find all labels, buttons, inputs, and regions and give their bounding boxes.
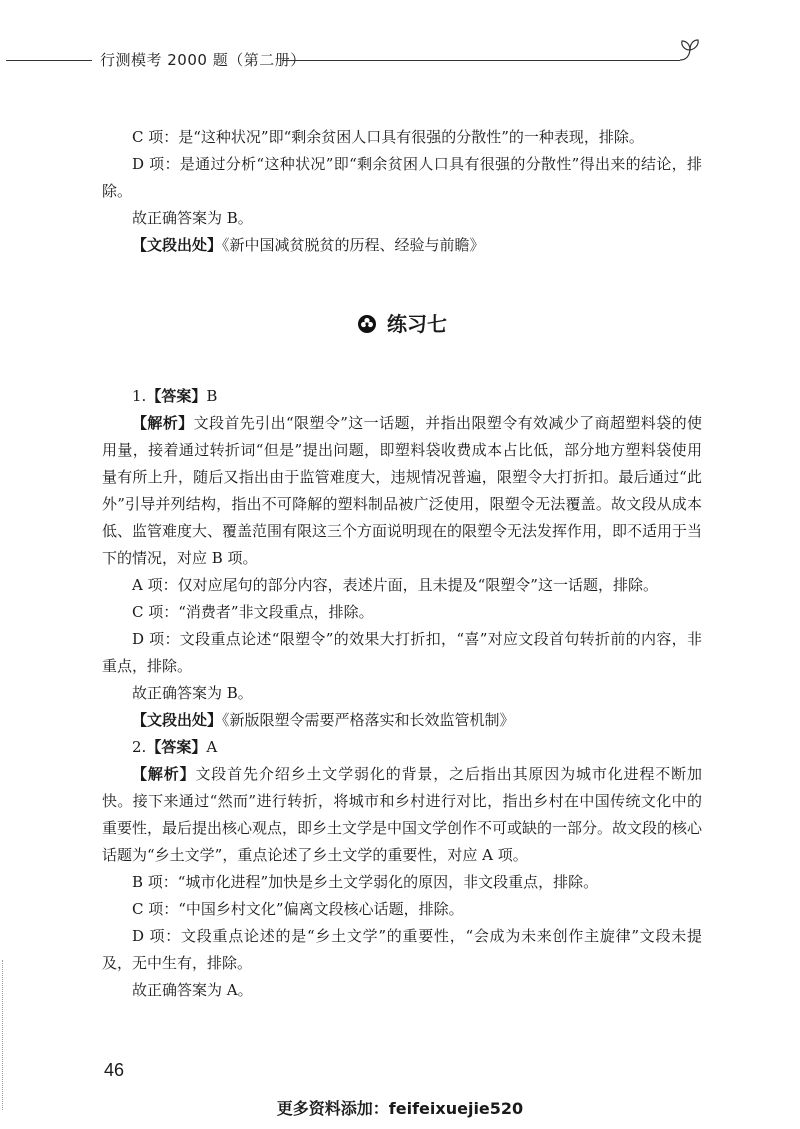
option-d-explanation: D 项：是通过分析“这种状况”即“剩余贫困人口具有很强的分散性”得出来的结论，排除。 (102, 155, 702, 200)
book-title: 行测模考 2000 题（第二册） (100, 51, 306, 69)
correct-answer-line: 故正确答案为 B。 (132, 209, 253, 227)
q2-analysis: 【解析】文段首先介绍乡土文学弱化的背景，之后指出其原因为城市化进程不断加快。接下来通过“然而”进行转折，将城市和乡村进行对比，指出乡村在中国传统文化中的重要性，最后提出核心观点，即乡土文学是中国文学创作不可或缺的一部分。故文段的核心话题为“乡土文学”，重点论述了乡土文学的重要性，对应 A 项。 (102, 765, 703, 864)
q1-answer: 1.【答案】B (132, 387, 218, 405)
answer-label: 【答案】 (146, 387, 207, 405)
flower-icon (357, 314, 377, 334)
sprout-icon (672, 38, 708, 72)
q1-analysis: 【解析】文段首先引出“限塑令”这一话题，并指出限塑令有效减少了商超塑料袋的使用量，接着通过转折词“但是”提出问题，即塑料袋收费成本占比低，部分地方塑料袋使用量有所上升，随后又指出由于监管难度大，违规情况普遍，限塑令大打折扣。最后通过“此外”引导并列结构，指出不可降解的塑料制品被广泛使用，限塑令无法覆盖。故文段从成本低、监管难度大、覆盖范围有限这三个方面说明现在的限塑令无法发挥作用，即不适用于当下的情况，对应 B 项。 (102, 414, 703, 567)
section-title: 练习七 (387, 311, 447, 336)
q1-option-d: D 项：文段重点论述“限塑令”的效果大打折扣，“喜”对应文段首句转折前的内容，非重点，排除。 (102, 630, 702, 675)
q1-option-a: A 项：仅对应尾句的部分内容，表述片面，且未提及“限塑令”这一话题，排除。 (132, 576, 658, 594)
analysis-label: 【解析】 (132, 765, 196, 783)
q1-option-c: C 项：“消费者”非文段重点，排除。 (132, 603, 374, 621)
source-label: 【文段出处】 (132, 711, 223, 729)
header-rule-right (282, 60, 680, 61)
running-header (0, 44, 800, 78)
answer-value: A (206, 738, 218, 756)
page-body (102, 124, 702, 1004)
source-text: 《新版限塑令需要严格落实和长效监管机制》 (222, 711, 515, 729)
q2-answer: 2.【答案】A (132, 738, 218, 756)
source-label: 【文段出处】 (132, 236, 223, 254)
q1-correct-answer: 故正确答案为 B。 (132, 684, 253, 702)
q2-option-d: D 项：文段重点论述的是“乡土文学”的重要性，“会成为未来创作主旋律”文段未提及，无中生有，排除。 (102, 927, 702, 972)
q2-correct-answer: 故正确答案为 A。 (132, 981, 253, 999)
margin-dotted-line (2, 960, 3, 1110)
q1-source (102, 707, 702, 734)
answer-label: 【答案】 (146, 738, 207, 756)
page-number: 46 (104, 1060, 125, 1080)
option-c-explanation: C 项：是“这种状况”即“剩余贫困人口具有很强的分散性”的一种表现，排除。 (132, 128, 644, 146)
footer-promo: 更多资料添加：feifeixuejie520 (276, 1099, 524, 1118)
answer-value: B (206, 387, 218, 405)
q2-option-b: B 项：“城市化进程”加快是乡土文学弱化的原因，非文段重点，排除。 (132, 873, 599, 891)
header-rule-left (6, 60, 92, 61)
q2-option-c: C 项：“中国乡村文化”偏离文段核心话题，排除。 (132, 900, 464, 918)
analysis-label: 【解析】 (132, 414, 194, 432)
section-heading (102, 279, 702, 369)
source-text: 《新中国减贫脱贫的历程、经验与前瞻》 (222, 236, 485, 254)
source-line (102, 232, 702, 259)
